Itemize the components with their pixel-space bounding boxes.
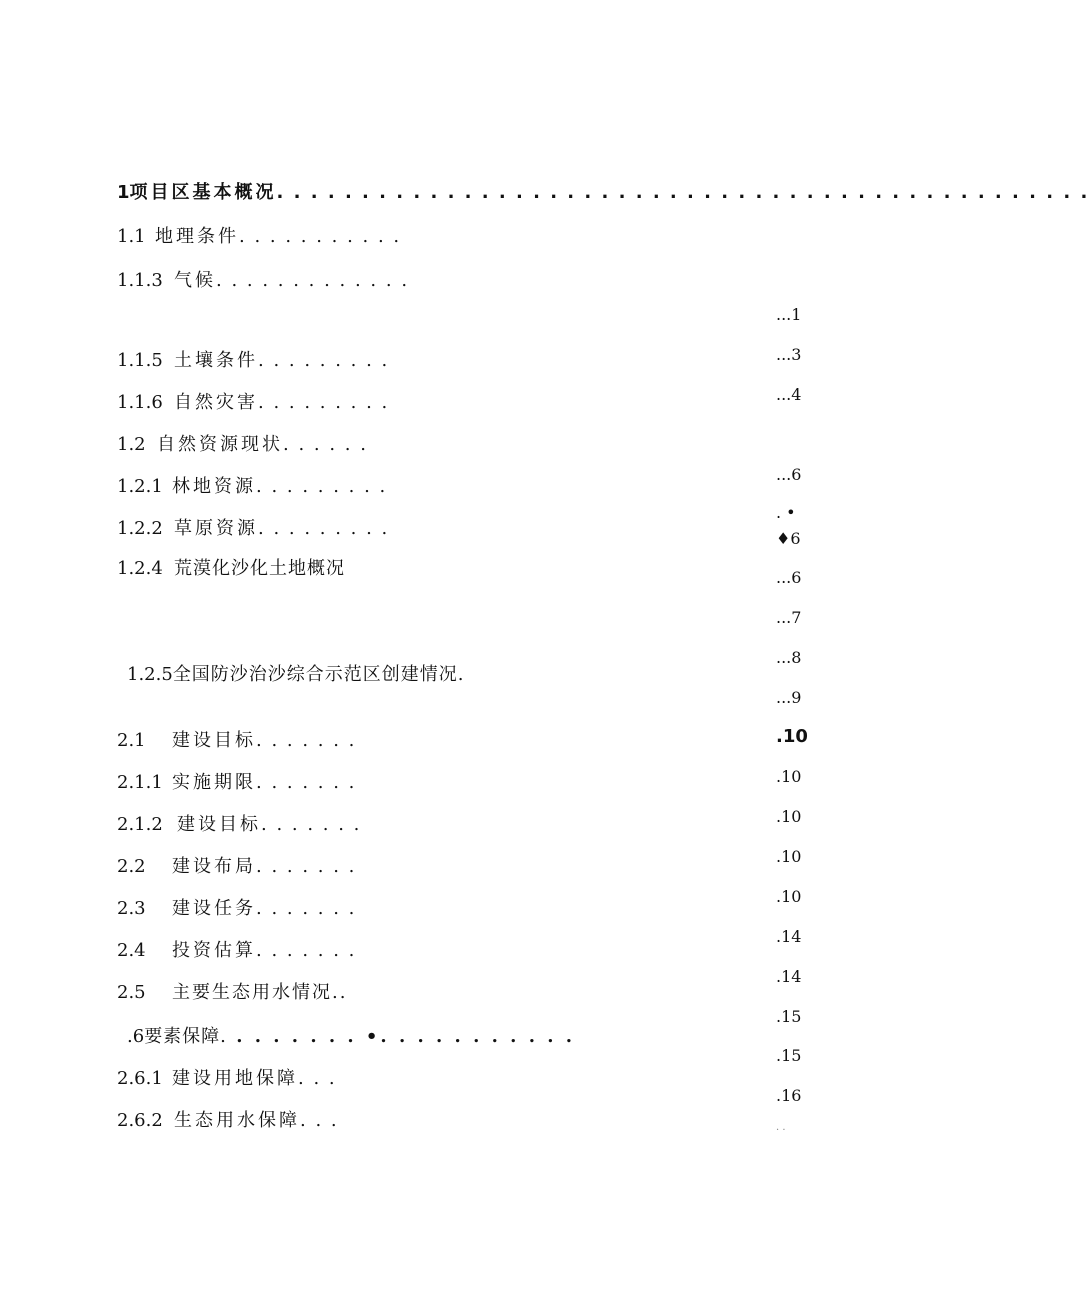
toc-leader-dots: . . . . . . . . . . . . . — [216, 270, 410, 291]
toc-leader-dots: . . . . . . . — [256, 856, 357, 877]
page-number: ...7 — [776, 608, 802, 627]
toc-entry-number: 1 — [117, 182, 130, 203]
toc-entry-number: 2.1 — [117, 730, 146, 751]
toc-entry[interactable] — [117, 898, 356, 920]
page-number: .14 — [776, 967, 802, 986]
toc-entry-title: 林地资源 — [172, 476, 256, 497]
toc-entry-title: 投资估算 — [172, 940, 256, 961]
toc-entry[interactable] — [117, 1110, 339, 1132]
toc-entry[interactable] — [117, 518, 389, 540]
page-number: .15 — [776, 1046, 802, 1065]
page-number: .10 — [776, 807, 802, 826]
toc-entry[interactable] — [117, 392, 389, 414]
toc-entry-number: 2.5 — [117, 982, 146, 1003]
toc-entry[interactable] — [117, 226, 401, 248]
toc-entry-title: 地理条件 — [155, 226, 239, 247]
toc-entry-number: 2.6.1 — [117, 1068, 163, 1089]
toc-leader-dots: . . . . . . . . . . . . . . . . . . . . . . . . . . . . . . . . . . . . . . . . . . . . . . . . — [276, 182, 1089, 203]
toc-leader-dots: . . . . . . . — [256, 772, 357, 793]
toc-entry[interactable] — [117, 940, 356, 962]
page-number: ...8 — [776, 648, 802, 667]
toc-entry-title: 气候 — [174, 270, 216, 291]
toc-leader-dots: . . . . . . . — [256, 940, 357, 961]
toc-entry-title: 建设用地保障 — [172, 1068, 298, 1089]
toc-leader-dots: . — [339, 982, 348, 1003]
page-number: . • — [776, 503, 796, 522]
toc-entry[interactable] — [117, 1068, 337, 1090]
page-number: .15 — [776, 1007, 802, 1026]
toc-entry[interactable] — [117, 182, 1089, 204]
toc-leader-dots: . . . . . . . . . . . — [239, 226, 402, 247]
toc-entry[interactable] — [117, 350, 389, 372]
toc-entry-number: .6 — [127, 1026, 145, 1047]
toc-entry-number: 1.1.6 — [117, 392, 163, 413]
toc-entry-number: 1.2 — [117, 434, 146, 455]
page-number: .10 — [776, 726, 808, 747]
toc-entry[interactable] — [117, 730, 356, 752]
toc-entry-title: 建设布局 — [172, 856, 256, 877]
toc-leader-dots: . . . . . . . . . — [258, 518, 390, 539]
page-number: .10 — [776, 887, 802, 906]
toc-entry-number: 1.2.4 — [117, 558, 163, 579]
page-number: ...3 — [776, 345, 802, 364]
toc-entry[interactable] — [117, 982, 347, 1004]
toc-entry-title: 自然灾害 — [174, 392, 258, 413]
toc-entry-title: 全国防沙治沙综合示范区创建情况. — [172, 664, 465, 685]
toc-entry[interactable] — [127, 664, 465, 686]
toc-entry-number: 2.4 — [117, 940, 146, 961]
toc-entry-title: 生态用水保障 — [174, 1110, 300, 1131]
toc-leader-dots: . . . . . . . •. . . . . . . . . . . — [226, 1026, 576, 1047]
page-number: .14 — [776, 927, 802, 946]
toc-entry-title: 实施期限 — [172, 772, 256, 793]
toc-leader-dots: . . . . . . . . . — [256, 476, 388, 497]
toc-leader-dots: . . . . . . — [283, 434, 368, 455]
page-number: · · — [776, 1125, 786, 1136]
toc-entry-title: 自然资源现状 — [157, 434, 283, 455]
toc-entry-number: 2.1.2 — [117, 814, 163, 835]
toc-entry-number: 2.6.2 — [117, 1110, 163, 1131]
toc-entry[interactable] — [117, 476, 387, 498]
toc-leader-dots: . . . . . . . — [256, 730, 357, 751]
toc-entry[interactable] — [117, 814, 361, 836]
toc-entry[interactable] — [127, 1026, 575, 1048]
toc-entry-number: 1.1.3 — [117, 270, 163, 291]
toc-entry-title: 要素保障. — [144, 1026, 227, 1047]
page-number: ♦6 — [776, 529, 801, 548]
toc-leader-dots: . . . . . . . . . — [258, 350, 390, 371]
toc-entry[interactable] — [117, 434, 368, 456]
page-number: ...1 — [776, 305, 802, 324]
toc-entry-title: 荒漠化沙化土地概况 — [174, 558, 345, 579]
toc-leader-dots: . . . . . . . — [261, 814, 362, 835]
toc-entry-title: 建设目标 — [177, 814, 261, 835]
toc-entry-title: 建设任务 — [172, 898, 256, 919]
toc-entry-title: 建设目标 — [172, 730, 256, 751]
page-number: .10 — [776, 767, 802, 786]
toc-entry[interactable] — [117, 270, 409, 292]
page-number: ...6 — [776, 465, 802, 484]
toc-entry[interactable] — [117, 558, 345, 580]
toc-entry-number: 2.3 — [117, 898, 146, 919]
toc-entry[interactable] — [117, 772, 356, 794]
toc-entry-number: 1.2.1 — [117, 476, 163, 497]
toc-entry-number: 2.2 — [117, 856, 146, 877]
page-number: ...9 — [776, 688, 802, 707]
page-number: .10 — [776, 847, 802, 866]
toc-leader-dots: . . . — [300, 1110, 339, 1131]
toc-leader-dots: . . . — [298, 1068, 337, 1089]
toc-entry-number: 1.1.5 — [117, 350, 163, 371]
toc-entry-title: 草原资源 — [174, 518, 258, 539]
toc-entry-number: 1.1 — [117, 226, 146, 247]
toc-leader-dots: . . . . . . . . . — [258, 392, 390, 413]
toc-entry-title: 主要生态用水情况. — [172, 982, 340, 1003]
page-number: ...6 — [776, 568, 802, 587]
toc-entry[interactable] — [117, 856, 356, 878]
toc-leader-dots: . . . . . . . — [256, 898, 357, 919]
toc-entry-title: 项目区基本概况 — [129, 182, 277, 203]
toc-entry-number: 1.2.5 — [127, 664, 173, 685]
page-number: .16 — [776, 1086, 802, 1105]
toc-entry-number: 2.1.1 — [117, 772, 163, 793]
toc-entry-title: 土壤条件 — [174, 350, 258, 371]
toc-entry-number: 1.2.2 — [117, 518, 163, 539]
page-number: ...4 — [776, 385, 802, 404]
